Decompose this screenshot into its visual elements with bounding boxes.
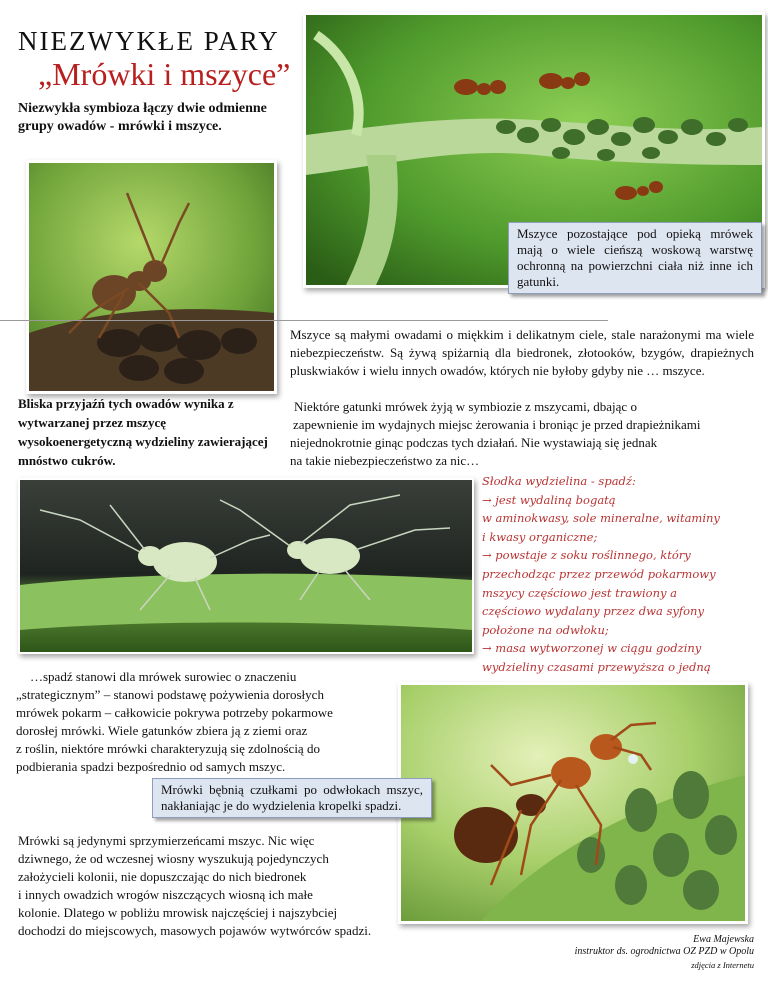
section-kicker: NIEZWYKŁE PARY bbox=[18, 26, 280, 56]
text-line: „strategicznym” – stanowi podstawę pożywienia dorosłych bbox=[16, 687, 324, 702]
caption-top-right: Mszyce pozostające pod opieką mrówek mają o wiele cieńszą woskową warstwę ochronną na powierzchni ciała niż inne ich gatunki. bbox=[508, 222, 762, 294]
text-line: założycieli kolonii, nie dopuszczając do nich biedronek bbox=[18, 869, 307, 884]
text-line: niejednokrotnie ginąc podczas tych działań. Nie wystawiają się jednak bbox=[290, 435, 658, 450]
photo-credit: zdjęcia z Internetu bbox=[691, 960, 754, 970]
text-line: zapewnienie im wydajnych miejsc żerowania i broniąc je przed drapieżnikami bbox=[293, 417, 701, 432]
lead-text: Niezwykła symbioza łączy dwie odmienne grupy owadów - mrówki i mszyce. bbox=[18, 101, 267, 134]
author-role: instruktor ds. ogrodnictwa OZ PZD w Opolu bbox=[574, 946, 754, 957]
text-line: dochodzi do miejscowych, masowych pojawów wytwórców spadzi. bbox=[18, 923, 372, 938]
honeydew-paragraph bbox=[16, 668, 382, 776]
note-line: Słodka wydzielina - spadź: bbox=[482, 474, 636, 488]
text-line: dorosłej mrówki. Wiele gatunków zbiera ją z ziemi oraz bbox=[16, 723, 308, 738]
intro-paragraph: Mszyce są małymi owadami o miękkim i delikatnym ciele, stale narażonymi ma wiele niebezpieczeństw. Są żywą spiżarnią dla biedronek, złotooków, bzygów, drapieżnych pluskwiaków i wielu innych owadów, których nie byłoby gdyby nie … mszyce. bbox=[290, 327, 754, 378]
note-line: wydzieliny czasami przewyższa o jedną bbox=[482, 659, 711, 674]
caption-bottom-box: Mrówki bębnią czułkami po odwłokach mszyc, nakłaniając je do wydzielenia kropelki spadzi. bbox=[152, 778, 432, 818]
caption-left-bold: Bliska przyjaźń tych owadów wynika z wytwarzanej przez mszycę wysokoenergetyczną wydzieliny zawierającej mnóstwo cukrów. bbox=[18, 396, 268, 468]
text-line: i innych owadzich wrogów niszczących wiosną ich małe bbox=[18, 887, 313, 902]
honeydew-note bbox=[482, 472, 754, 695]
ant-tending-aphids-photo bbox=[398, 682, 748, 924]
ant-with-aphids-photo bbox=[26, 160, 277, 394]
two-aphids-photo bbox=[18, 478, 474, 654]
note-line: częściowo wydalany przez dwa syfony bbox=[482, 604, 704, 619]
article-title: „Mrówki i mszyce” bbox=[38, 56, 291, 92]
note-line: położone na odwłoku; bbox=[482, 622, 609, 637]
note-line: → powstaje z soku roślinnego, który bbox=[482, 548, 691, 563]
text-line: kolonie. Dlatego w pobliżu mrowisk najczęściej i najszybciej bbox=[18, 905, 338, 920]
note-line: mszycy częściowo jest trawiony a bbox=[482, 585, 678, 600]
note-line: → jest wydaliną bogatą bbox=[482, 492, 616, 507]
allies-paragraph bbox=[18, 832, 398, 940]
text-line: dziwnego, że od wczesnej wiosny wyszukują pojedynczych bbox=[18, 851, 329, 866]
text-line: …spadź stanowi dla mrówek surowiec o znaczeniu bbox=[30, 669, 297, 684]
text-line: mrówek pokarm – całkowicie pokrywa potrzeby pokarmowe bbox=[16, 705, 333, 720]
note-line: przechodząc przez przewód pokarmowy bbox=[482, 566, 716, 581]
text-line: z roślin, niektóre mrówki charakteryzują się zdolnością do bbox=[16, 741, 320, 756]
author-name: Ewa Majewska bbox=[693, 934, 754, 945]
text-line: podbierania spadzi bezpośrednio od samych mszyc. bbox=[16, 759, 286, 774]
note-line: w aminokwasy, sole mineralne, witaminy bbox=[482, 511, 720, 526]
note-line: → masa wytworzonej w ciągu godziny bbox=[482, 641, 702, 656]
symbiosis-paragraph bbox=[290, 398, 760, 470]
text-line: Niektóre gatunki mrówek żyją w symbiozie z mszycami, dbając o bbox=[294, 399, 637, 414]
text-line: Mrówki są jedynymi sprzymierzeńcami mszyc. Nic więc bbox=[18, 833, 315, 848]
note-line: i kwasy organiczne; bbox=[482, 529, 598, 544]
text-line: na takie niebezpieczeństwo za nic… bbox=[290, 453, 480, 468]
horizontal-divider bbox=[0, 320, 608, 321]
